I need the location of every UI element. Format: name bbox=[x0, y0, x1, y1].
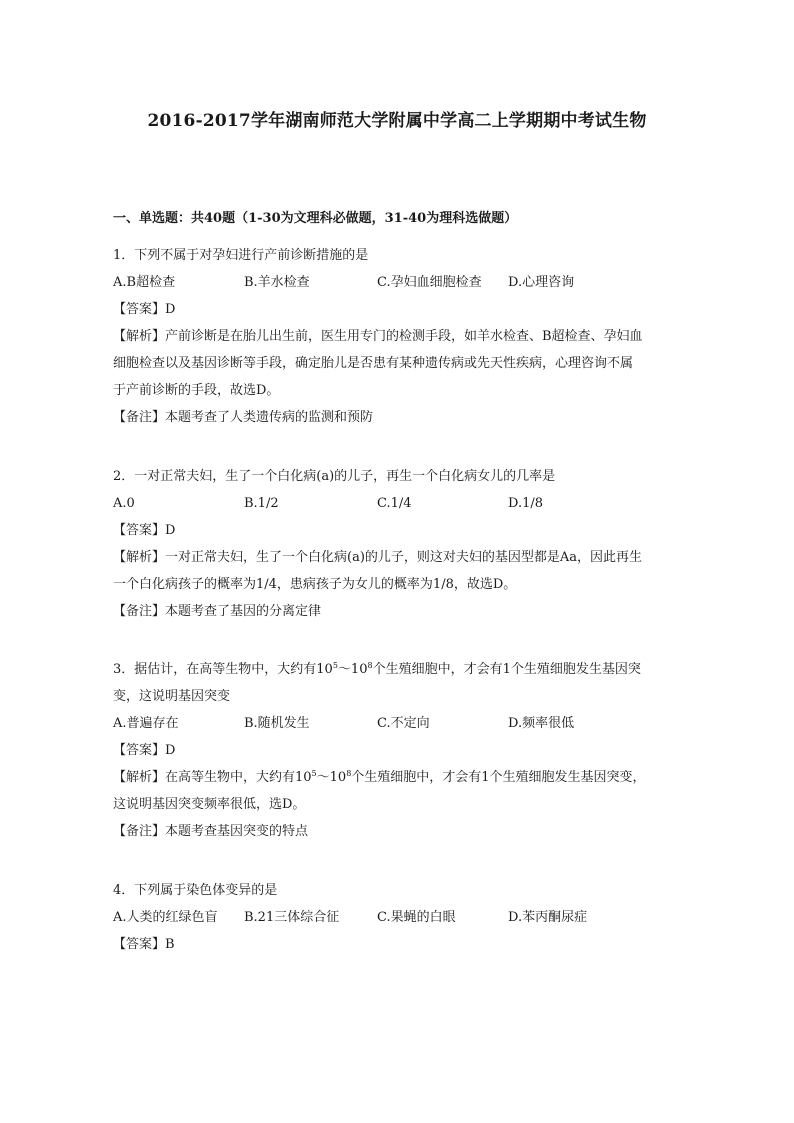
question-options bbox=[113, 904, 693, 931]
option-b: B.羊水检查 bbox=[244, 275, 310, 290]
document-title: 2016-2017学年湖南师范大学附属中学高二上学期期中考试生物 bbox=[147, 111, 647, 131]
analysis-line: 于产前诊断的手段，故选D。 bbox=[113, 383, 280, 398]
option-b: B.21三体综合征 bbox=[244, 910, 340, 925]
option-a: A.B超检查 bbox=[113, 275, 176, 290]
answer-line: 【答案】D bbox=[113, 302, 176, 317]
note-line: 【备注】本题考查了基因的分离定律 bbox=[113, 604, 322, 619]
question-stem: 4．下列属于染色体变异的是 bbox=[113, 883, 278, 898]
option-c: C.果蝇的白眼 bbox=[377, 910, 456, 925]
question-stem: 3．据估计，在高等生物中，大约有$10^5\sim 10^8$个生殖细胞中，才会有1个生殖细胞发生基因突 bbox=[113, 661, 641, 677]
option-b: B.1/2 bbox=[244, 496, 279, 511]
option-d: D.心理咨询 bbox=[508, 275, 575, 290]
question-stem: 1．下列不属于对孕妇进行产前诊断措施的是 bbox=[113, 248, 369, 263]
analysis-line: 【解析】在高等生物中，大约有$10^5\sim 10^8$个生殖细胞中，才会有1个生殖细胞发生基因突变， bbox=[113, 769, 646, 785]
option-a: A.人类的红绿色盲 bbox=[113, 910, 218, 925]
answer-line: 【答案】D bbox=[113, 523, 176, 538]
note-line: 【备注】本题考查了人类遗传病的监测和预防 bbox=[113, 410, 374, 425]
option-d: D.频率很低 bbox=[508, 716, 575, 731]
question-3 bbox=[113, 656, 693, 845]
analysis-line: 一个白化病孩子的概率为1/4，患病孩子为女儿的概率为1/8，故选D。 bbox=[113, 577, 517, 592]
analysis-line: 【解析】产前诊断是在胎儿出生前，医生用专门的检测手段，如羊水检查、B超检查、孕妇血 bbox=[113, 329, 643, 344]
section-heading: 一、单选题：共40题（1-30为文理科必做题，31-40为理科选做题） bbox=[113, 211, 518, 226]
option-c: C.不定向 bbox=[377, 716, 430, 731]
question-1 bbox=[113, 242, 693, 431]
option-d: D.1/8 bbox=[508, 496, 544, 511]
answer-line: 【答案】B bbox=[113, 937, 175, 952]
analysis-line: 【解析】一对正常夫妇，生了一个白化病(a)的儿子，则这对夫妇的基因型都是Aa，因此再生 bbox=[113, 550, 643, 565]
question-2 bbox=[113, 463, 693, 625]
question-options bbox=[113, 490, 693, 517]
option-d: D.苯丙酮尿症 bbox=[508, 910, 588, 925]
analysis-line: 细胞检查以及基因诊断等手段，确定胎儿是否患有某种遗传病或先天性疾病，心理咨询不属 bbox=[113, 356, 634, 371]
option-c: C.1/4 bbox=[377, 496, 412, 511]
analysis-line: 这说明基因突变频率很低，选D。 bbox=[113, 797, 306, 812]
option-b: B.随机发生 bbox=[244, 716, 310, 731]
question-options bbox=[113, 710, 693, 737]
option-a: A.普遍存在 bbox=[113, 716, 179, 731]
question-stem-cont: 变，这说明基因突变 bbox=[113, 689, 231, 704]
note-line: 【备注】本题考查基因突变的特点 bbox=[113, 824, 309, 839]
answer-line: 【答案】D bbox=[113, 743, 176, 758]
option-a: A.0 bbox=[113, 496, 135, 511]
question-stem: 2．一对正常夫妇，生了一个白化病(a)的儿子，再生一个白化病女儿的几率是 bbox=[113, 469, 556, 484]
question-options bbox=[113, 269, 693, 296]
option-c: C.孕妇血细胞检查 bbox=[377, 275, 482, 290]
question-4 bbox=[113, 877, 693, 958]
